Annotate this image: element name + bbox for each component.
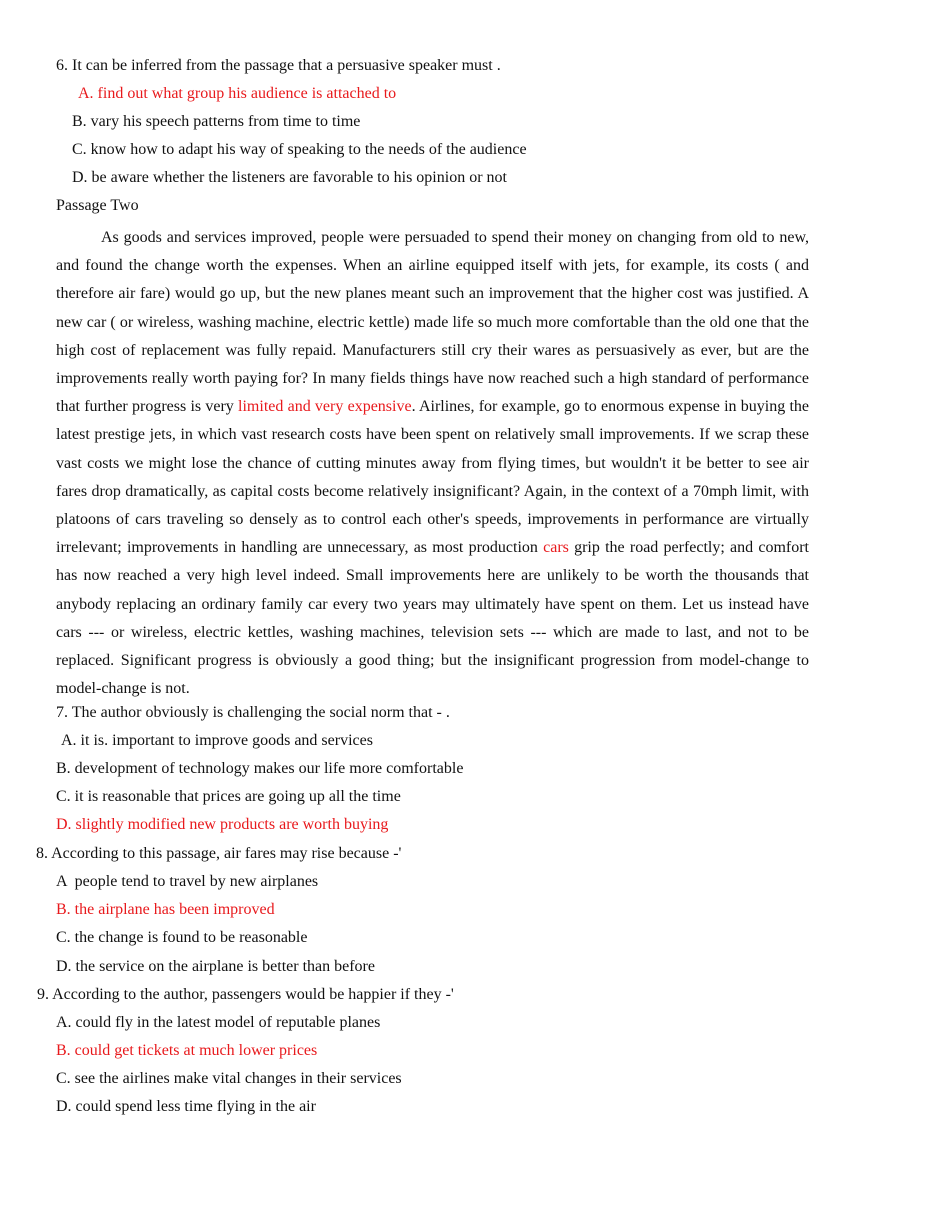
q7-option-b: B. development of technology makes our life more comfortable [56,760,464,777]
q9-option-c: C. see the airlines make vital changes in their services [56,1070,402,1087]
q6-option-c: C. know how to adapt his way of speaking to the needs of the audience [72,141,527,158]
q9-option-b-answer: B. could get tickets at much lower prices [56,1042,318,1059]
q9-stem: 9. According to the author, passengers would be happier if they -' [37,986,454,1003]
q7-option-c: C. it is reasonable that prices are going up all the time [56,788,401,805]
q7-option-a: A. it is. important to improve goods and services [61,732,373,749]
passage-text-2: . Airlines, for example, go to enormous expense in buying the latest prestige jets, in which vast research costs have been spent on relatively small improvements. If we scrap these vast costs we might lose the chance of cutting minutes away from flying times, but wouldn't it be better to see air fares drop dramatically, as capital costs become relatively insignificant? Again, in the context of a 70mph limit, with platoons of cars traveling so densely as to control each other's speeds, improvements in performance are virtually irrelevant; improvements in handling are unnecessary, as most production [56,398,810,557]
q9-option-d: D. could spend less time flying in the air [56,1098,316,1115]
passage-text-3: grip the road perfectly; and comfort has now reached a very high level indeed. Small improvements here are unlikely to be worth the thousands that anybody replacing an ordinary family car every two years may ultimately have spent on them. Let us instead have cars --- or wireless, electric kettles, washing machines, television sets --- which are made to last, and not to be replaced. Significant progress is obviously a good thing; but the insignificant progression from model-change to model-change is not. [56,539,809,698]
q8-option-d: D. the service on the airplane is better than before [56,958,375,975]
q8-option-b-answer: B. the airplane has been improved [56,901,275,918]
passage-title: Passage Two [56,197,139,214]
passage-highlight-2: cars [543,539,569,557]
q7-option-d-answer: D. slightly modified new products are worth buying [56,816,389,833]
q6-option-d: D. be aware whether the listeners are favorable to his opinion or not [72,169,507,186]
q6-stem: 6. It can be inferred from the passage that a persuasive speaker must . [56,57,501,74]
q8-option-a: A people tend to travel by new airplanes [56,873,319,890]
q7-stem: 7. The author obviously is challenging the social norm that - . [56,704,450,721]
passage-text-1: As goods and services improved, people were persuaded to spend their money on changing from old to new, and found the change worth the expenses. When an airline equipped itself with jets, for example, its costs ( and therefore air fare) would go up, but the new planes meant such an improvement that the higher cost was justified. A new car ( or wireless, washing machine, electric kettle) made life so much more comfortable than the old one that the high cost of replacement was fully repaid. Manufacturers still cry their wares as persuasively as ever, but are the improvements really worth paying for? In many fields things have now reached such a high standard of performance that further progress is very [56,229,809,416]
q6-option-b: B. vary his speech patterns from time to time [72,113,361,130]
passage-highlight-1: limited and very expensive [238,398,412,416]
q8-option-c: C. the change is found to be reasonable [56,929,308,946]
q8-stem: 8. According to this passage, air fares may rise because -' [36,845,402,862]
q9-option-a: A. could fly in the latest model of reputable planes [56,1014,381,1031]
q6-option-a-answer: A. find out what group his audience is attached to [78,85,397,102]
passage-body [56,224,809,703]
